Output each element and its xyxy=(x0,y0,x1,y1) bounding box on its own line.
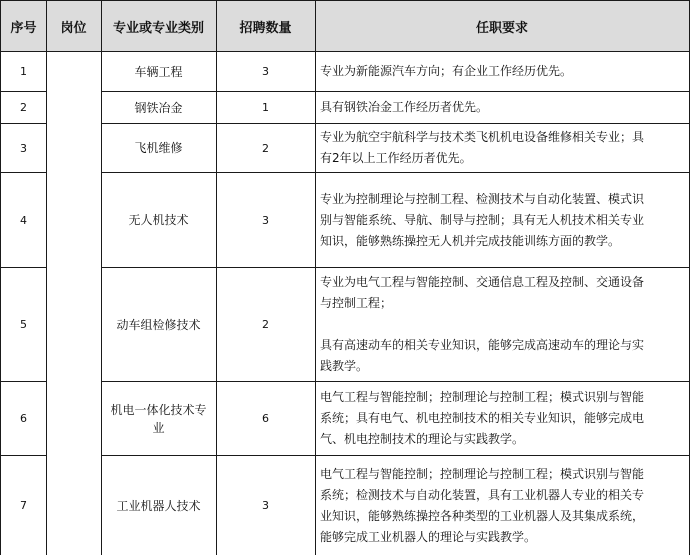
header-count: 招聘数量 xyxy=(216,1,315,51)
row-2-requirements: 具有钢铁冶金工作经历者优先。 xyxy=(320,100,489,114)
row-6-seq: 6 xyxy=(20,412,27,425)
row-3-seq: 3 xyxy=(20,141,27,155)
grid-line xyxy=(101,172,690,173)
row-5-count: 2 xyxy=(262,318,269,331)
row-5-seq: 5 xyxy=(20,318,27,331)
header-requirements: 任职要求 xyxy=(315,1,689,51)
row-6-count: 6 xyxy=(262,412,269,425)
grid-line xyxy=(216,0,217,555)
grid-line xyxy=(101,0,102,555)
grid-line xyxy=(101,267,690,268)
grid-line xyxy=(0,123,46,124)
row-2-count: 1 xyxy=(262,101,269,114)
grid-line xyxy=(46,0,47,555)
row-7-major: 工业机器人技术 xyxy=(116,498,201,513)
grid-line xyxy=(315,0,316,555)
header-seq: 序号 xyxy=(1,1,46,51)
grid-line xyxy=(101,455,690,456)
grid-line xyxy=(0,172,46,173)
row-4-requirements: 专业为控制理论与控制工程、检测技术与自动化装置、模式识 别与智能系统、导航、制导与控制；具有无人机技术相关专业 知识，能够熟练操控无人机并完成技能训练方面的教学。 xyxy=(320,191,645,248)
row-7-seq: 7 xyxy=(20,499,27,512)
grid-line xyxy=(0,51,690,52)
row-4-count: 3 xyxy=(262,213,269,227)
row-1-requirements: 专业为新能源汽车方向；有企业工作经历优先。 xyxy=(320,64,573,78)
position-cell xyxy=(46,51,101,555)
row-1-count: 3 xyxy=(262,65,269,78)
header-major: 专业或专业类别 xyxy=(101,1,216,51)
row-3-count: 2 xyxy=(262,141,269,155)
grid-line xyxy=(0,0,690,1)
grid-line xyxy=(0,381,46,382)
grid-line xyxy=(0,0,1,555)
header-position: 岗位 xyxy=(46,1,101,51)
grid-line xyxy=(0,455,46,456)
row-1-seq: 1 xyxy=(20,65,27,78)
grid-line xyxy=(101,91,690,92)
grid-line xyxy=(101,381,690,382)
row-4-seq: 4 xyxy=(20,213,27,227)
row-5-requirements: 专业为电气工程与智能控制、交通信息工程及控制、交通设备 与控制工程； 具有高速动车的相关专业知识，能够完成高速动车的理论与实 践教学。 xyxy=(320,275,645,373)
grid-line xyxy=(0,91,46,92)
row-2-seq: 2 xyxy=(20,101,27,114)
grid-line xyxy=(0,267,46,268)
row-2-major: 钢铁冶金 xyxy=(134,100,183,115)
row-5-major: 动车组检修技术 xyxy=(116,317,201,332)
row-7-requirements: 电气工程与智能控制；控制理论与控制工程；模式识别与智能 系统；检测技术与自动化装置，具有工业机器人专业的相关专 业知识，能够熟练操控各种类型的工业机器人及其集成系统， 能够完成工业机器人的理论与实践教学。 xyxy=(320,466,645,544)
row-1-major: 车辆工程 xyxy=(134,64,183,79)
row-7-count: 3 xyxy=(262,499,269,512)
row-4-major: 无人机技术 xyxy=(128,213,189,227)
row-6-requirements: 电气工程与智能控制；控制理论与控制工程；模式识别与智能 系统；具有电气、机电控制技术的相关专业知识，能够完成电 气、机电控制技术的理论与实践教学。 xyxy=(320,390,645,446)
row-3-major: 飞机维修 xyxy=(134,141,183,155)
row-6-major: 机电一体化技术专 业 xyxy=(110,402,207,435)
row-3-requirements: 专业为航空宇航科学与技术类飞机机电设备维修相关专业；具 有2年以上工作经历者优先。 xyxy=(320,130,645,165)
grid-line xyxy=(101,123,690,124)
